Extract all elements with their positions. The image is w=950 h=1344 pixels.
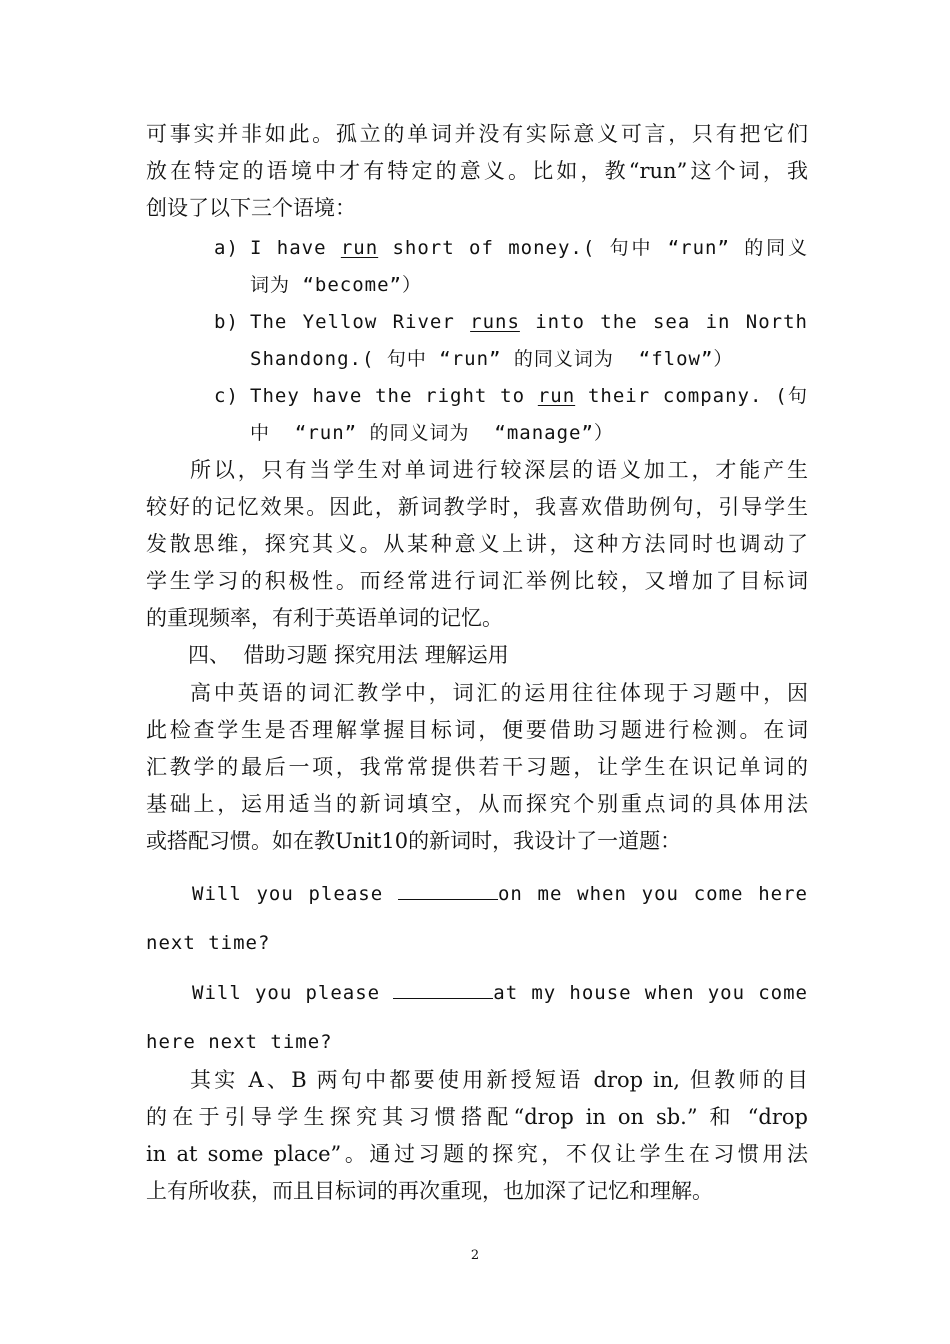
paragraph-3-line-4: 基础上，运用适当的新词填空，从而探究个别重点词的具体用法 [146,792,808,816]
paragraph-4-line-1: 其实 A、B 两句中都要使用新授短语 drop in, 但教师的目 [190,1068,808,1092]
paragraph-2-line-4: 学生学习的积极性。而经常进行词汇举例比较，又增加了目标词 [146,569,808,593]
paragraph-3-line-3: 汇教学的最后一项，我常常提供若干习题，让学生在识记单词的 [146,755,808,779]
paragraph-2-line-2: 较好的记忆效果。因此，新词教学时，我喜欢借助例句，引导学生 [146,495,808,519]
example-b-line-2: Shandong.( 句中 “run” 的同义词为 “flow”） [250,348,734,370]
exercise-2-blank [393,978,493,999]
exercise-1-pre: Will you please [192,883,398,905]
example-b-underlined-word: runs [470,311,520,333]
exercise-2-pre: Will you please [192,982,394,1004]
example-b-post: into the sea in North [519,311,808,333]
example-c-label: c) [214,385,239,407]
exercise-1-line-1 [192,879,808,907]
example-a-line-1 [250,234,808,262]
paragraph-3-line-2: 此检查学生是否理解掌握目标词，便要借助习题进行检测。在词 [146,718,808,742]
example-b-label: b) [214,311,239,333]
example-a-underlined-word: run [340,237,379,259]
example-c-post: their company. (句 [575,385,808,407]
paragraph-4-line-3: in at some place”。通过习题的探究，不仅让学生在习惯用法 [146,1142,808,1166]
example-b-line-1 [250,308,808,336]
example-a-pre: I have [250,237,341,259]
example-b-pre: The Yellow River [250,311,471,333]
paragraph-3-line-5: 或搭配习惯。如在教Unit10的新词时，我设计了一道题： [146,829,682,853]
example-a-label: a) [214,237,239,259]
paragraph-2-line-3: 发散思维，探究其义。从某种意义上讲，这种方法同时也调动了 [146,532,808,556]
exercise-2-line-2: here next time? [146,1031,333,1053]
exercise-2-post: at my house when you come [493,982,808,1004]
section-4-heading: 四、 借助习题 探究用法 理解运用 [188,643,509,667]
exercise-1-line-2: next time? [146,932,271,954]
paragraph-2-line-5: 的重现频率，有利于英语单词的记忆。 [146,606,503,630]
paragraph-2-line-1: 所以，只有当学生对单词进行较深层的语义加工，才能产生 [190,458,808,482]
paragraph-3-line-1: 高中英语的词汇教学中，词汇的运用往往体现于习题中，因 [190,681,808,705]
example-c-line-1 [250,382,808,410]
paragraph-4-line-4: 上有所收获，而且目标词的再次重现，也加深了记忆和理解。 [146,1179,713,1203]
example-a-line-2: 词为 “become”） [250,274,422,296]
example-c-line-2: 中 “run” 的同义词为 “manage”） [250,422,614,444]
exercise-2-line-1 [192,978,808,1006]
paragraph-1-line-2: 放在特定的语境中才有特定的意义。比如，教“run”这个词，我 [146,159,808,183]
exercise-1-blank [398,879,498,900]
example-a-post: short of money.( 句中 “run” 的同义 [378,237,808,259]
exercise-1-post: on me when you come here [497,883,808,905]
paragraph-1-line-1: 可事实并非如此。孤立的单词并没有实际意义可言，只有把它们 [146,122,808,146]
example-c-underlined-word: run [537,385,576,407]
page-number: 2 [470,1248,480,1263]
example-c-pre: They have the right to [250,385,538,407]
paragraph-4-line-2: 的在于引导学生探究其习惯搭配“drop in on sb.” 和 “drop [146,1105,808,1129]
paragraph-1-line-3: 创设了以下三个语境： [146,196,356,220]
